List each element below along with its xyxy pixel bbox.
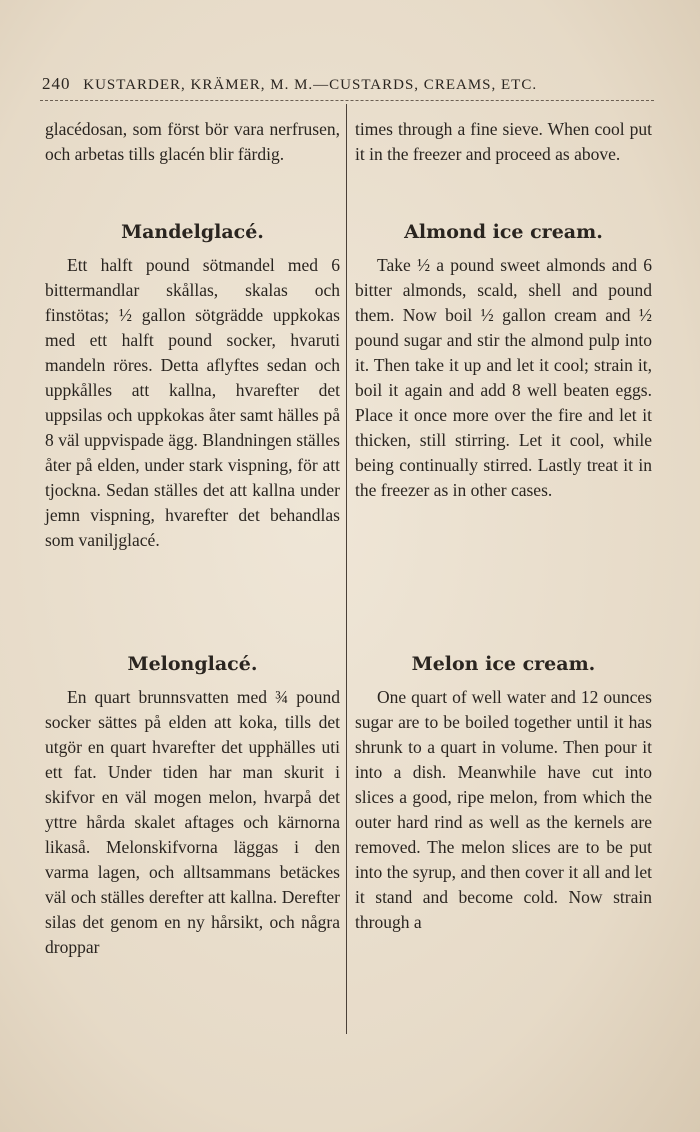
almond-ice-cream-text: Take ½ a pound sweet almonds and 6 bitter almonds, scald, shell and pound them. Now boil ½ gallon cream and ½ pound sugar and stir the almond pulp into it. Then take it up and let it cool; strain it, boil it again and add 8 well beaten eggs. Place it once more over the fire and let it thicken, still stirring. Let it cool, while being continually stirred. Lastly treat it in the freezer as in other cases. [355, 255, 652, 500]
melon-ice-cream-heading: Melon ice cream. [411, 653, 596, 675]
page-number: 240 [42, 74, 71, 93]
right-almond-block [355, 220, 652, 503]
melon-ice-cream-text: One quart of well water and 12 ounces sugar are to be boiled together until it has shrunk to a quart in volume. Then pour it into a dish. Meanwhile have cut into slices a good, ripe melon, from which the outer hard rind as well as the kernels are removed. The melon slices are to be put into the syrup, and then cover it all and let it stand and become cold. Now strain through a [355, 687, 652, 932]
left-mandel-block [45, 220, 340, 553]
melonglace-text: En quart brunnsvatten med ¾ pound socker sättes på elden att koka, tills det utgör en quart hvarefter det upphälles uti ett fat. Under tiden har man skurit i skifvor en väl mogen melon, hvarpå det yttre hårda skalet aftages och kärnorna likaså. Melonskifvorna läggas i den varma lagen, och alltsammans betäckes väl och ställes derefter att kallna. Derefter silas det genom en ny hårsikt, och några droppar [45, 687, 340, 957]
right-intro-text: times through a fine sieve. When cool put it in the freezer and proceed as above. [355, 119, 652, 164]
left-melon-block [45, 652, 340, 960]
left-intro-block [45, 117, 340, 167]
left-intro-text: glacédosan, som först bör vara nerfrusen, och arbetas tills glacén blir färdig. [45, 119, 340, 164]
almond-ice-cream-heading: Almond ice cream. [404, 221, 603, 243]
mandelglace-text: Ett halft pound sötmandel med 6 bittermandlar skållas, skalas och finstötas; ½ gallon sötgrädde uppkokas med ett halft pound socker, hvaruti mandeln röres. Detta aflyftes sedan och uppkålles att kallna, hvarefter det uppsilas och uppkokas åter samt hälles på 8 väl uppvispade ägg. Blandningen ställes åter på elden, under stark vispning, för att tjockna. Sedan ställes det att kallna under jemn vispning, hvarefter det behandlas som vaniljglacé. [45, 255, 340, 550]
column-divider [346, 104, 347, 1034]
header-rule [40, 100, 654, 101]
right-melon-block [355, 652, 652, 935]
running-title: KUSTARDER, KRÄMER, M. M.—CUSTARDS, CREAMS, ETC. [83, 77, 538, 93]
melonglace-heading: Melonglacé. [127, 653, 258, 675]
running-header [42, 74, 654, 94]
right-intro-block [355, 117, 652, 167]
mandelglace-heading: Mandelglacé. [121, 221, 264, 243]
